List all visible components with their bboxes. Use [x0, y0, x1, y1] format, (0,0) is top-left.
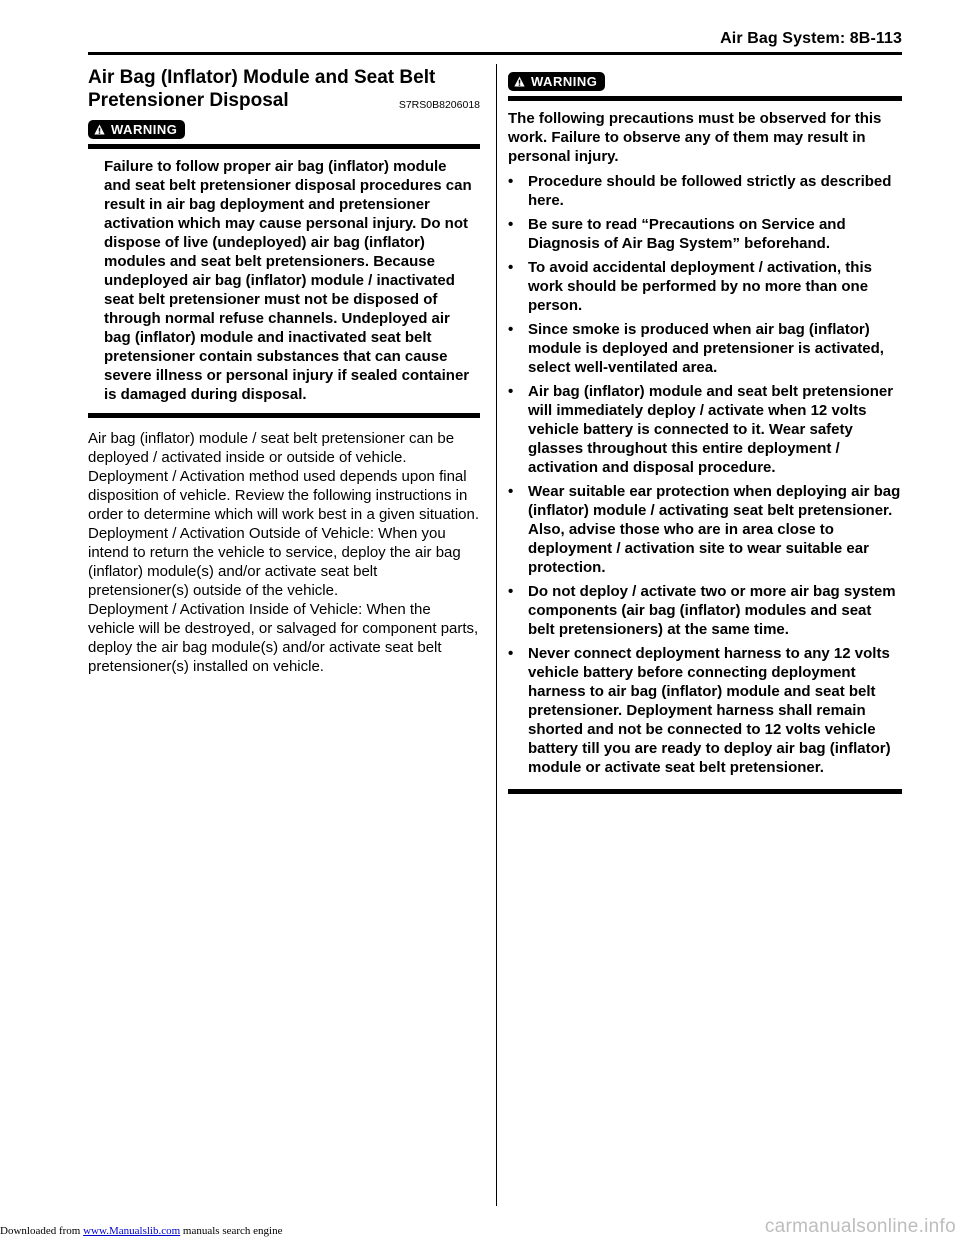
watermark-text: carmanualsonline.info	[764, 1216, 956, 1237]
warning-label: WARNING	[111, 122, 178, 137]
bullet-icon: •	[508, 383, 514, 400]
page-header-title: Air Bag System: 8B-113	[720, 30, 902, 47]
download-footer	[0, 1225, 282, 1237]
warning-triangle-icon	[514, 76, 525, 87]
paragraph-inside-vehicle: Deployment / Activation Inside of Vehicle: When the vehicle will be destroyed, or salvaged for component parts, deploy the air bag module(s) and/or activate seat belt pretensioner(s) installed on vehicle.	[88, 601, 479, 675]
warning-top-rule	[508, 96, 902, 101]
section-id: S7RS0B8206018	[398, 99, 480, 111]
bullet-icon: •	[508, 483, 514, 500]
bullet-icon: •	[508, 173, 514, 190]
list-item: • Procedure should be followed strictly as described here.	[508, 173, 892, 209]
warning-bottom-rule	[88, 413, 480, 418]
right-column	[508, 72, 902, 794]
list-item: • Wear suitable ear protection when deploying air bag (inflator) module / activating seat belt pretensioner. Also, advise those who are in area close to deployment / activation site to wear suitable ear protection.	[508, 483, 901, 576]
manualslib-link[interactable]: www.Manualslib.com	[83, 1225, 181, 1237]
bullet-icon: •	[508, 259, 514, 276]
list-item: • Never connect deployment harness to any 12 volts vehicle battery before connecting deployment harness to air bag (inflator) module and seat belt pretensioner. Deployment harness shall remain shorted and not be connected to 12 volts vehicle battery till you are ready to deploy air bag (inflator) module or activate seat belt pretensioner.	[508, 645, 891, 776]
warning-block-right	[508, 72, 902, 794]
warning-bottom-rule	[508, 789, 902, 794]
header-rule	[88, 52, 902, 55]
list-item: • To avoid accidental deployment / activation, this work should be performed by no more than one person.	[508, 259, 872, 314]
warning-triangle-icon	[94, 124, 105, 135]
list-item: • Do not deploy / activate two or more air bag system components (air bag (inflator) modules and seat belt pretensioners) at the same time.	[508, 583, 896, 638]
list-item: • Be sure to read “Precautions on Service and Diagnosis of Air Bag System” beforehand.	[508, 216, 846, 252]
warning-badge	[88, 120, 185, 139]
warning-intro: The following precautions must be observed for this work. Failure to observe any of them may result in personal injury.	[508, 110, 882, 165]
warning-badge	[508, 72, 605, 91]
left-column	[88, 66, 480, 676]
column-divider	[496, 64, 497, 1206]
body-paragraphs	[88, 429, 480, 676]
warning-label: WARNING	[531, 74, 598, 89]
bullet-icon: •	[508, 216, 514, 233]
list-item: • Since smoke is produced when air bag (inflator) module is deployed and pretensioner is activated, select well-ventilated area.	[508, 321, 884, 376]
warning-text: Failure to follow proper air bag (inflator) module and seat belt pretensioner disposal procedures can result in air bag deployment and pretensioner activation which may cause personal injury. Do not dispose of live (undeployed) air bag (inflator) modules and seat belt pretensioners. Because undeployed air bag (inflator) module / inactivated seat belt pretensioner must not be disposed of through normal refuse channels. Undeployed air bag (inflator) module and inactivated seat belt pretensioner contain substances that can cause severe illness or personal injury if sealed container is damaged during disposal.	[104, 158, 472, 403]
bullet-icon: •	[508, 645, 514, 662]
paragraph-outside-vehicle: Deployment / Activation Outside of Vehicle: When you intend to return the vehicle to service, deploy the air bag (inflator) module(s) and/or activate seat belt pretensioner(s) outside of the vehicle.	[88, 525, 461, 599]
warning-block	[88, 120, 480, 418]
warning-top-rule	[88, 144, 480, 149]
footer-prefix: Downloaded from	[0, 1225, 81, 1237]
list-item: • Air bag (inflator) module and seat belt pretensioner will immediately deploy / activate when 12 volts vehicle battery is connected to it. Wear safety glasses throughout this entire deployment / activation and disposal procedure.	[508, 383, 894, 476]
paragraph-intro: Air bag (inflator) module / seat belt pretensioner can be deployed / activated inside or outside of vehicle. Deployment / Activation method used depends upon final disposition of vehicle. Review the following instructions in order to determine which will work best in a given situation.	[88, 430, 480, 523]
bullet-icon: •	[508, 321, 514, 338]
precautions-list	[508, 172, 902, 777]
bullet-icon: •	[508, 583, 514, 600]
section-title: Air Bag (Inflator) Module and Seat Belt Pretensioner Disposal	[88, 67, 436, 111]
footer-suffix: manuals search engine	[180, 1225, 283, 1237]
